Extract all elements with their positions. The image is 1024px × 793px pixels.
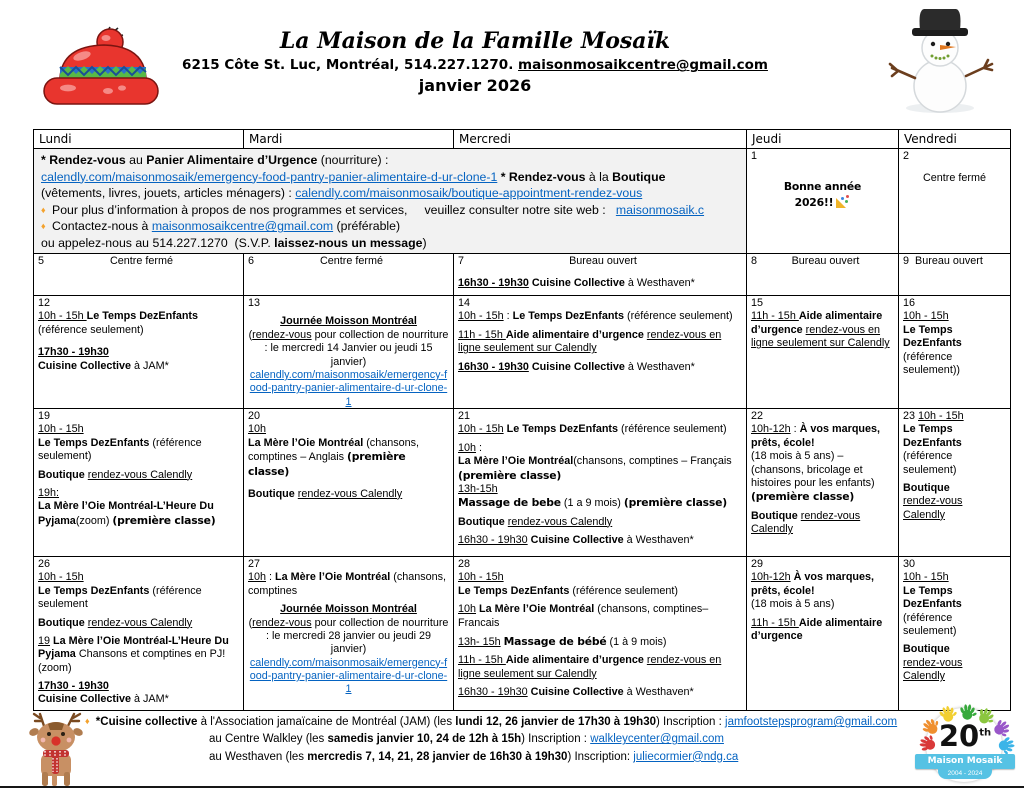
cell-jan-19 (34, 409, 244, 557)
text-run: (référence seulement) (569, 584, 679, 597)
text-run: 8 (751, 255, 758, 267)
text-run: Cuisine Collective (531, 277, 625, 290)
cell-jan-27 (244, 557, 454, 711)
text-run: (chansons, bricolage et histoires pour les enfants) (751, 463, 875, 489)
text-run: Cuisine Collective (38, 359, 132, 372)
paragraph (458, 558, 742, 571)
text-run: * Rendez-vous (497, 169, 586, 184)
link[interactable]: maisonmosaik.c (615, 202, 705, 217)
text-run: La Mère l’Oie Montréal (275, 571, 391, 584)
text-run: La Mère l’Oie Montréal-L’Heure Du Pyjama (38, 634, 229, 661)
text-run: Le Temps DezEnfants (506, 423, 619, 436)
cell-jan-22 (747, 409, 899, 557)
text-run: ♦ (41, 221, 46, 232)
text-run: Centre fermé (320, 255, 384, 267)
paragraph (458, 255, 742, 268)
link[interactable]: calendly.com/maisonmosaik/emergency-food-pantry-panier-alimentaire-d-ur-clone-1 (41, 169, 498, 184)
text-run: Massage de bebe (458, 496, 561, 510)
cell-jan-7 (454, 254, 747, 296)
text-run: samedis janvier 10, 24 de 12h à 15h (327, 733, 522, 746)
text-run: * Rendez-vous (41, 153, 126, 167)
paragraph (903, 558, 1006, 571)
text-run: rendez-vous (252, 328, 312, 341)
logo-ribbon: Maison Mosaik (915, 754, 1015, 769)
paragraph (248, 571, 449, 598)
text-run: 10h - 15h (458, 423, 504, 436)
paragraph (248, 315, 449, 369)
paragraph (38, 617, 239, 630)
paragraph (903, 482, 1006, 522)
cell-jan-30 (899, 557, 1011, 711)
org-email-link[interactable]: maisonmosaikcentre@gmail.com (518, 57, 768, 74)
text-run: (18 mois à 5 ans) (751, 598, 835, 611)
paragraph (248, 657, 449, 697)
text-run: À vos marques, prêts, école! (751, 423, 881, 449)
text-run: ) Inscription : (521, 733, 591, 746)
paragraph (248, 423, 449, 479)
cell-jan-21 (454, 409, 747, 557)
text-run: (préférable) (333, 219, 401, 234)
text-run: 16 (903, 297, 916, 309)
paragraph (38, 635, 239, 675)
paragraph (751, 255, 894, 268)
text-run: 16h30 - 19h30 (458, 686, 528, 698)
text-run: Pour plus d’information à propos de nos programmes et services, veuillez consulter notre site web : (48, 202, 616, 217)
text-run: 10h - 15h (38, 310, 87, 323)
paragraph (458, 483, 742, 511)
text-run: 15 (751, 297, 764, 309)
paragraph (458, 442, 742, 483)
text-run: 14 (458, 297, 471, 309)
logo-years: 2004 - 2024 (938, 769, 992, 779)
text-run: (chansons, comptines – Anglais (248, 436, 420, 464)
text-run: Bureau ouvert (915, 255, 983, 267)
link[interactable]: calendly.com/maisonmosaik/boutique-appointment-rendez-vous (295, 186, 643, 201)
text-run: 19h: (38, 486, 60, 499)
text-run: Bonne année (783, 180, 862, 194)
link[interactable]: juliecormier@ndg.ca (633, 750, 739, 763)
text-run: rendez-vous Calendly (297, 487, 403, 500)
address-text: 6215 Côte St. Luc, Montréal, 514.227.1270. (182, 57, 519, 74)
text-run: (1 a 9 mois) (560, 497, 624, 510)
text-run: (référence seulement) (624, 310, 733, 323)
link[interactable]: maisonmosaikcentre@gmail.com (151, 219, 334, 234)
text-run: ♦ (41, 204, 46, 215)
day-header-vendredi: Vendredi (899, 130, 1011, 149)
text-run: Boutique (751, 509, 801, 522)
text-run: Cuisine Collective (38, 693, 132, 706)
text-run: 20 (248, 410, 261, 422)
org-title: La Maison de la Famille Mosaïk (279, 28, 671, 54)
text-run: 10h - 15h (38, 571, 84, 584)
paragraph (248, 255, 449, 268)
text-run: 19 (38, 410, 51, 422)
text-run: (zoom) (75, 514, 113, 527)
text-run: (référence seulement) (38, 323, 144, 336)
paragraph (38, 423, 239, 463)
link[interactable]: calendly.com/maisonmosaik/emergency-food-pantry-panier-alimentaire-d-ur-clone-1 (249, 656, 448, 696)
calendar-month: janvier 2026 (418, 76, 532, 96)
paragraph (751, 180, 894, 210)
paragraph (751, 423, 894, 504)
text-run: Boutique (38, 616, 88, 629)
paragraph (751, 410, 894, 423)
text-run: 1 (751, 150, 758, 162)
text-run: 7 (458, 255, 465, 267)
paragraph (903, 255, 1006, 268)
text-run: *Cuisine collective (95, 716, 198, 728)
text-run: 2 (903, 150, 910, 162)
text-run: 23 (903, 410, 919, 422)
paragraph (41, 235, 739, 252)
paragraph (751, 510, 894, 537)
text-run: 10h - 15h (458, 310, 504, 323)
paragraph (248, 558, 449, 571)
text-run: : (503, 310, 513, 323)
text-run: (vêtements, livres, jouets, articles ménagers) : (41, 186, 296, 201)
text-run: 10h (458, 441, 477, 454)
text-run: La Mère l’Oie Montréal (479, 603, 595, 616)
text-run: Cuisine Collective (530, 534, 624, 546)
text-run: Le Temps DezEnfants (903, 323, 962, 350)
link[interactable]: calendly.com/maisonmosaik/emergency-food-pantry-panier-alimentaire-d-ur-clone-1 (249, 368, 448, 408)
text-run: 16h30 - 19h30 (458, 277, 529, 290)
text-run: (chansons, comptines (248, 571, 447, 597)
text-run: rendez-vous Calendly (507, 515, 613, 528)
text-run: ) Inscription: (567, 750, 634, 763)
text-run: (chansons, comptines – Français (573, 455, 732, 468)
org-address (0, 57, 950, 73)
text-run: Cuisine Collective (530, 686, 624, 698)
paragraph (458, 277, 742, 290)
paragraph (85, 714, 955, 730)
text-run: à l'Association jamaïcaine de Montréal (JAM) (les (197, 716, 456, 728)
cell-jan-16 (899, 296, 1011, 409)
text-run: (nourriture) : (317, 153, 389, 167)
paragraph (458, 571, 742, 598)
text-run: 13 (248, 297, 261, 309)
cell-jan-13 (244, 296, 454, 409)
text-run: 27 (248, 558, 261, 570)
paragraph (458, 310, 742, 323)
paragraph (458, 654, 742, 681)
text-run: 10h-12h (751, 423, 791, 436)
text-run: ( (248, 328, 253, 341)
paragraph (41, 169, 739, 186)
text-run: ) (422, 235, 427, 250)
paragraph (751, 571, 894, 611)
text-run: pour collection de nourriture : le mercredi 14 Janvier ou jeudi 15 janvier) (264, 328, 449, 368)
paragraph (751, 297, 894, 310)
text-run: 10h (248, 571, 267, 584)
text-run: Le Temps DezEnfants (38, 584, 150, 597)
text-run: Le Temps DezEnfants (86, 310, 199, 323)
text-run: lundi 12, 26 janvier de 17h30 à 19h30 (455, 716, 656, 728)
text-run: Centre fermé (110, 255, 174, 267)
text-run: Le Temps DezEnfants (458, 584, 570, 597)
text-run: Contactez-nous à (48, 219, 152, 234)
page-header (0, 28, 950, 95)
cell-jan-6 (244, 254, 454, 296)
text-run: rendez-vous en ligne seulement sur Calendly (751, 323, 890, 350)
text-run: : (266, 571, 276, 584)
paragraph (248, 603, 449, 657)
day-header-lundi: Lundi (34, 130, 244, 149)
paragraph (38, 680, 239, 707)
paragraph (209, 731, 955, 747)
cell-jan-26 (34, 557, 244, 711)
text-run: (chansons, comptines– Francais (458, 603, 709, 629)
text-run: (première classe) (248, 450, 406, 478)
paragraph (751, 617, 894, 644)
paragraph (41, 218, 739, 235)
text-run: Massage de bébé (503, 634, 607, 648)
text-run: rendez-vous Calendly (903, 495, 963, 521)
text-run: Boutique (458, 515, 508, 528)
text-run: au Westhaven (les (209, 750, 308, 763)
text-run: Boutique (248, 487, 298, 500)
text-run: Le Temps DezEnfants (512, 310, 625, 323)
cell-jan-15 (747, 296, 899, 409)
paragraph (38, 297, 239, 310)
text-run: au Centre Walkley (les (209, 733, 328, 746)
text-run: ♦ (85, 716, 90, 726)
text-run: Le Temps DezEnfants (903, 423, 962, 449)
paragraph (458, 423, 742, 436)
paragraph (38, 310, 239, 337)
text-run: Boutique (903, 643, 950, 656)
text-run: rendez-vous Calendly (751, 509, 861, 535)
text-run: Journée Moisson Montréal (280, 315, 417, 328)
cell-jan-2 (899, 149, 1011, 254)
text-run: (première classe) (112, 513, 216, 527)
text-run: à Westhaven* (624, 360, 695, 373)
day-header-jeudi: Jeudi (747, 130, 899, 149)
paragraph (903, 310, 1006, 377)
cell-jan-14 (454, 296, 747, 409)
text-run: 19 (38, 634, 51, 647)
paragraph (903, 297, 1006, 310)
paragraph (458, 297, 742, 310)
text-run: (première classe) (623, 496, 727, 510)
text-run: 11h - 15h (751, 616, 799, 629)
paragraph (458, 361, 742, 374)
text-run: Le Temps DezEnfants (38, 436, 150, 449)
paragraph (41, 185, 739, 202)
text-run: Journée Moisson Montréal (280, 603, 417, 616)
text-run: 16h30 - 19h30 (458, 360, 529, 373)
text-run: 10h - 15h (458, 571, 504, 584)
text-run: Aide alimentaire d’urgence (751, 310, 883, 336)
text-run: Aide alimentaire d’urgence (505, 328, 644, 341)
anniversary-logo (914, 706, 1016, 788)
text-run: (18 mois à 5 ans) – (751, 450, 844, 463)
paragraph (903, 571, 1006, 638)
logo-number: 20th (938, 719, 992, 753)
paragraph (248, 369, 449, 409)
paragraph (209, 749, 955, 765)
paragraph (903, 643, 1006, 683)
paragraph (41, 202, 739, 219)
text-run: 13h- 15h (458, 635, 501, 648)
text-run: À vos marques, prêts, école! (751, 571, 875, 597)
paragraph (38, 255, 239, 268)
text-run: 30 (903, 558, 916, 570)
paragraph (458, 635, 742, 649)
paragraph (38, 346, 239, 373)
text-run: (référence seulement (38, 584, 202, 611)
text-run: Boutique (612, 169, 666, 184)
footer-notes (85, 714, 955, 766)
day-header-mercredi: Mercredi (454, 130, 747, 149)
paragraph (458, 686, 742, 699)
calendar-table (33, 129, 1011, 711)
paragraph (458, 410, 742, 423)
text-run: Centre fermé (922, 172, 986, 185)
party-popper-icon (836, 195, 850, 208)
text-run: 10h (458, 603, 477, 616)
logo-number-suffix: th (979, 727, 992, 739)
text-run: rendez-vous Calendly (903, 656, 963, 682)
info-cell (34, 149, 747, 254)
paragraph (751, 310, 894, 350)
text-run: 10h-12h (751, 571, 791, 584)
text-run: Panier Alimentaire d’Urgence (146, 153, 318, 167)
text-run: : (790, 423, 800, 436)
paragraph (458, 603, 742, 630)
text-run: : (476, 441, 483, 454)
text-run: Bureau ouvert (791, 255, 860, 267)
text-run: (première classe) (458, 468, 562, 482)
text-run: 17h30 - 19h30 (38, 346, 109, 359)
text-run: 22 (751, 410, 764, 422)
text-run: 10h - 15h (903, 310, 949, 323)
text-run: mercredis 7, 14, 21, 28 janvier de 16h30 à 19h30 (307, 750, 568, 763)
text-run: (référence seulement)) (903, 350, 961, 376)
paragraph (903, 172, 1006, 185)
link[interactable]: walkleycenter@gmail.com (590, 733, 724, 746)
text-run: 11h - 15h (458, 654, 506, 667)
text-run: rendez-vous (252, 616, 312, 629)
cell-jan-29 (747, 557, 899, 711)
text-run: à JAM* (131, 359, 169, 372)
paragraph (38, 410, 239, 423)
text-run: 10h (248, 423, 267, 436)
paragraph (903, 150, 1006, 163)
paragraph (248, 488, 449, 501)
text-run: 16h30 - 19h30 (458, 534, 528, 546)
paragraph (458, 534, 742, 547)
text-run: 28 (458, 558, 471, 570)
text-run: au (125, 153, 147, 167)
text-run: rendez-vous Calendly (87, 468, 193, 481)
text-run: rendez-vous Calendly (87, 616, 193, 629)
text-run: ) Inscription : (656, 716, 726, 728)
text-run: (1 à 9 mois) (606, 635, 667, 648)
text-run: 13h-15h (458, 482, 498, 495)
text-run: 12 (38, 297, 51, 309)
day-header-mardi: Mardi (244, 130, 454, 149)
text-run: ( (248, 616, 253, 629)
text-run: 11h - 15h (458, 328, 506, 341)
text-run: Bureau ouvert (569, 255, 637, 267)
paragraph (41, 152, 739, 169)
text-run: (première classe) (751, 490, 855, 504)
text-run: Aide alimentaire d’urgence (751, 616, 883, 642)
text-run: rendez-vous en ligne seulement sur Calendly (458, 328, 722, 355)
paragraph (248, 297, 449, 310)
text-run: 10h - 15h (918, 410, 964, 422)
cell-jan-23 (899, 409, 1011, 557)
text-run: 2026!! (794, 195, 834, 209)
text-run: à la (585, 169, 613, 184)
text-run: Le Temps DezEnfants (903, 584, 962, 611)
paragraph (751, 558, 894, 571)
text-run: ou appelez-nous au 514.227.1270 (S.V.P. (41, 235, 275, 250)
cell-jan-9 (899, 254, 1011, 296)
text-run: pour collection de nourriture : le mercredi 28 janvier ou jeudi 29 janvier) (265, 616, 449, 656)
text-run: à Westhaven* (624, 277, 695, 290)
cell-jan-12 (34, 296, 244, 409)
cell-jan-28 (454, 557, 747, 711)
text-run: 17h30 - 19h30 (38, 680, 109, 692)
bottom-border (0, 786, 1024, 788)
text-run: (référence seulement) (903, 450, 957, 476)
cell-jan-8 (747, 254, 899, 296)
text-run: (référence seulement) (38, 436, 202, 463)
text-run: 9 (903, 255, 916, 267)
link[interactable]: jamfootstepsprogram@gmail.com (725, 716, 898, 728)
text-run: 26 (38, 558, 51, 570)
paragraph (38, 487, 239, 528)
text-run: La Mère l’Oie Montréal (458, 455, 574, 468)
text-run: (référence seulement) (618, 423, 727, 436)
text-run: 11h - 15h (751, 310, 799, 323)
paragraph (38, 469, 239, 482)
text-run: à Westhaven* (623, 534, 694, 546)
text-run: 21 (458, 410, 471, 422)
text-run: 5 (38, 255, 45, 267)
paragraph (38, 571, 239, 611)
text-run: à JAM* (131, 693, 169, 706)
text-run: rendez-vous en ligne seulement sur Calendly (458, 654, 722, 680)
text-run: à Westhaven* (623, 686, 694, 698)
text-run: La Mère l’Oie Montréal (248, 436, 364, 449)
paragraph (458, 516, 742, 529)
text-run: Chansons et comptines en PJ! (zoom) (38, 648, 226, 674)
paragraph (903, 410, 1006, 477)
paragraph (751, 150, 894, 163)
text-run: 10h - 15h (903, 571, 949, 584)
text-run: Aide alimentaire d’urgence (505, 654, 644, 667)
cell-jan-5 (34, 254, 244, 296)
cell-jan-20 (244, 409, 454, 557)
text-run: La Mère l’Oie Montréal-L’Heure Du Pyjama (38, 500, 214, 527)
text-run: Cuisine Collective (531, 360, 625, 373)
cell-jan-1 (747, 149, 899, 254)
text-run: Boutique (38, 468, 88, 481)
text-run: 6 (248, 255, 255, 267)
text-run: 10h - 15h (38, 423, 84, 436)
text-run: laissez-nous un message (274, 235, 423, 250)
text-run: (référence seulement) (903, 611, 957, 637)
paragraph (38, 558, 239, 571)
paragraph (248, 410, 449, 423)
text-run: Boutique (903, 481, 950, 494)
paragraph (458, 329, 742, 356)
text-run: 29 (751, 558, 764, 570)
